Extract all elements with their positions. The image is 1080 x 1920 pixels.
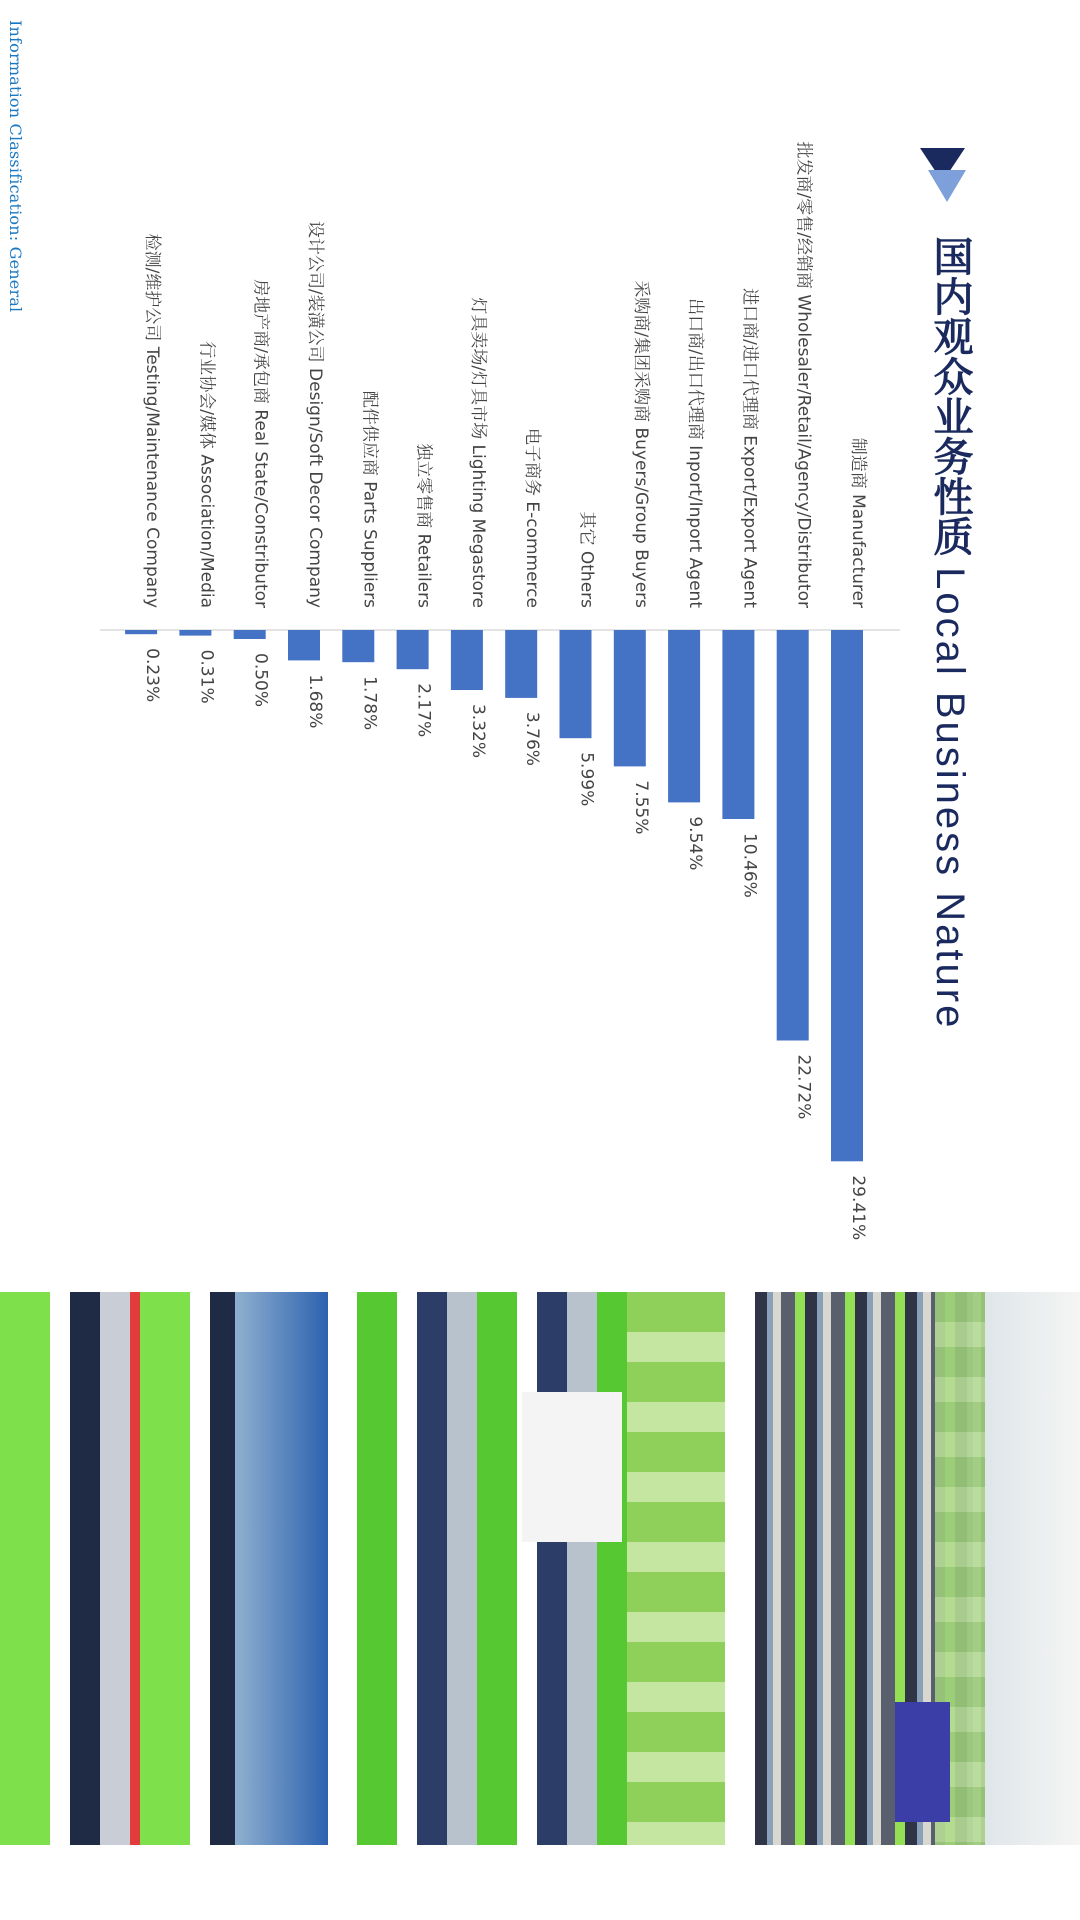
bar-7 — [451, 630, 483, 690]
arrow-light-triangle — [928, 170, 966, 202]
value-label-1: 22.72% — [793, 1054, 814, 1120]
title-arrow-icon — [920, 140, 980, 210]
event-photo-registration — [357, 1292, 725, 1845]
category-label-3: 出口商/出口代理商 Inport/Inport Agent — [685, 298, 706, 608]
category-labels-group — [142, 142, 868, 609]
value-label-0: 29.41% — [848, 1175, 868, 1241]
bar-6 — [505, 630, 537, 698]
category-label-13: 检测/维护公司 Testing/Maintenance Company — [142, 233, 163, 608]
value-label-5: 5.99% — [576, 752, 597, 807]
category-label-1: 批发商/零售/经销商 Wholesaler/Retail/Agency/Distributor — [793, 141, 814, 609]
value-label-8: 2.17% — [413, 683, 434, 738]
photo-wall — [235, 1292, 328, 1845]
bar-0 — [831, 630, 863, 1161]
category-label-0: 制造商 Manufacturer — [848, 437, 868, 608]
value-label-2: 10.46% — [739, 832, 760, 898]
category-label-4: 采购商/集团采购商 Buyers/Group Buyers — [630, 280, 651, 608]
value-label-13: 0.23% — [142, 648, 163, 703]
category-label-9: 配件供应商 Parts Suppliers — [359, 390, 380, 608]
bar-13 — [125, 630, 157, 634]
value-labels-group — [142, 648, 868, 1240]
bar-4 — [614, 630, 646, 766]
value-label-11: 0.50% — [250, 653, 271, 708]
category-label-12: 行业协会/媒体 Association/Media — [196, 341, 217, 608]
value-label-3: 9.54% — [685, 816, 706, 871]
page-title-en: Local Business Nature — [928, 567, 972, 1031]
bar-5 — [560, 630, 592, 738]
category-label-2: 进口商/进口代理商 Export/Export Agent — [739, 288, 760, 608]
business-nature-bar-chart — [100, 40, 900, 1280]
value-label-9: 1.78% — [359, 676, 380, 731]
category-label-11: 房地产商/承包商 Real State/Constributor — [250, 279, 271, 608]
title-block — [920, 140, 1000, 1031]
category-label-5: 其它 Others — [576, 511, 597, 608]
bar-8 — [397, 630, 429, 669]
value-label-7: 3.32% — [467, 703, 488, 758]
bar-10 — [288, 630, 320, 660]
photo-sky — [985, 1292, 1080, 1845]
photo-sign — [522, 1392, 622, 1542]
bar-9 — [342, 630, 374, 662]
value-label-6: 3.76% — [522, 711, 543, 766]
category-label-8: 独立零售商 Retailers — [413, 443, 434, 608]
bar-11 — [234, 630, 266, 639]
value-label-12: 0.31% — [196, 649, 217, 704]
page-title-cn: 国内观众业务性质 — [928, 236, 972, 556]
event-photo-volunteers — [0, 1292, 328, 1845]
category-label-6: 电子商务 E-commerce — [522, 427, 543, 608]
classification-label — [0, 20, 32, 320]
bar-12 — [179, 630, 211, 636]
event-photo-crowd — [755, 1292, 1080, 1845]
category-label-7: 灯具卖场/灯具市场 Lighting Megastore — [467, 297, 488, 608]
page-title — [922, 236, 979, 1030]
value-label-4: 7.55% — [630, 780, 651, 835]
photo-trees — [627, 1292, 725, 1845]
bar-2 — [722, 630, 754, 819]
photo-banner — [895, 1702, 950, 1822]
classification-text: Information Classification: General — [6, 20, 25, 313]
value-label-10: 1.68% — [305, 674, 325, 729]
bar-3 — [668, 630, 700, 802]
bar-1 — [777, 630, 809, 1041]
category-label-10: 设计公司/装潢公司 Design/Soft Decor Company — [305, 220, 325, 608]
